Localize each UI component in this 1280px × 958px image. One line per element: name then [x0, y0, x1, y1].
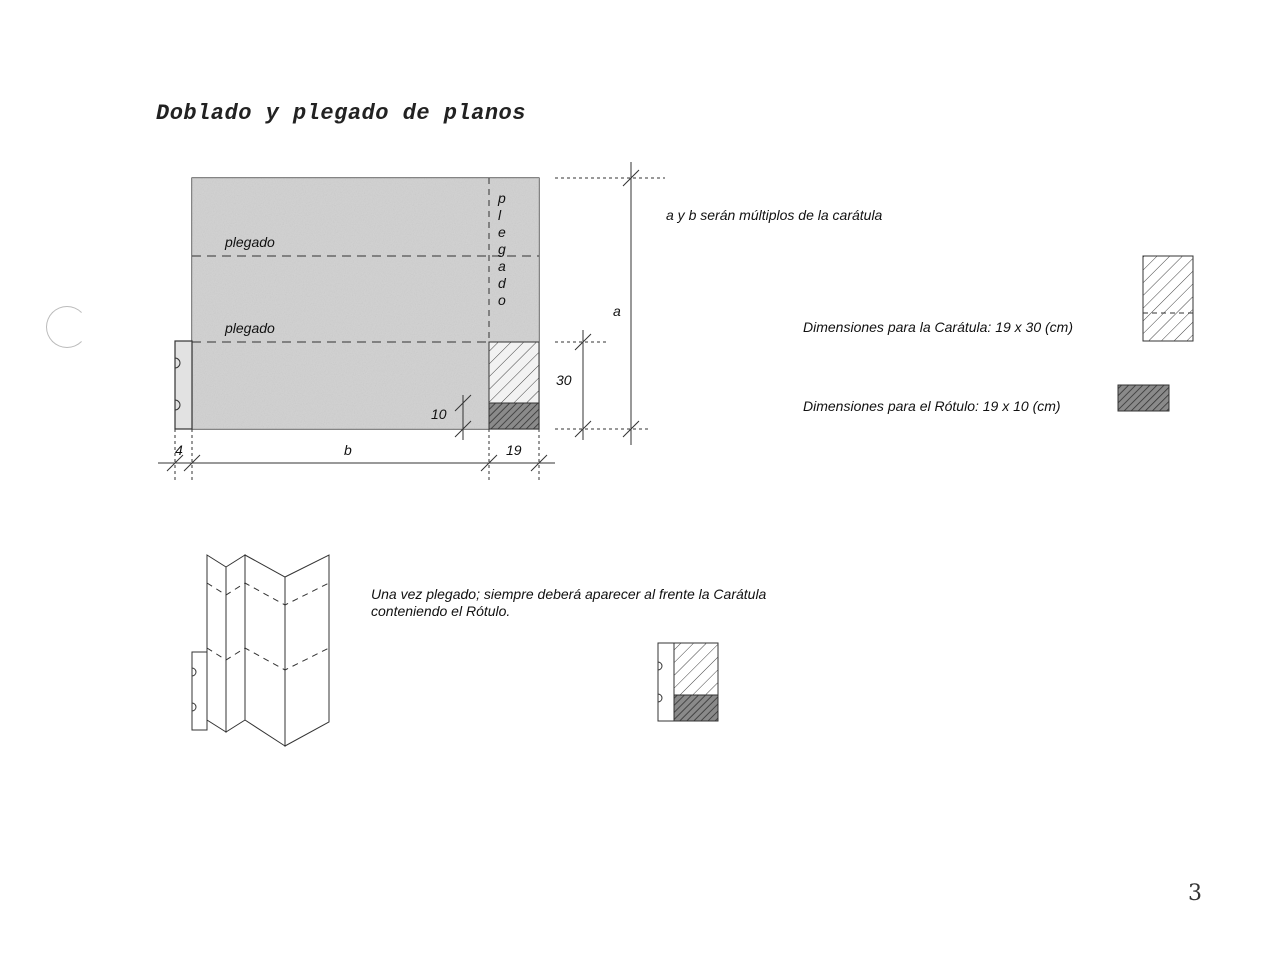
note-multiples: a y b serán múltiplos de la carátula: [666, 207, 883, 223]
rotulo-swatch: [1118, 385, 1169, 411]
caratula-swatch-hatch: [1143, 256, 1193, 341]
dim-30-label: 30: [556, 372, 572, 388]
dim-b-label: b: [344, 442, 352, 458]
accordion-panel-2: [226, 555, 245, 732]
accordion-panel-1: [207, 555, 226, 732]
accordion-panel-4: [285, 555, 329, 746]
sheet-texture: [192, 178, 539, 429]
accordion-binding-margin: [192, 652, 207, 730]
rotulo-swatch-box: [1118, 385, 1169, 411]
dim-4-label: 4: [175, 442, 183, 458]
note-folded-line-1: Una vez plegado; siempre deberá aparecer al frente la Carátula: [371, 586, 767, 602]
caratula-swatch: [1143, 256, 1193, 341]
fold-letter-p: p: [498, 190, 506, 206]
note-caratula-dimensions: Dimensiones para la Carátula: 19 x 30 (cm): [803, 319, 1074, 335]
folded-rotulo: [674, 695, 718, 721]
dim-a-label: a: [613, 303, 621, 319]
folded-result: [658, 643, 718, 721]
dim-19-label: 19: [506, 442, 522, 458]
unfolded-sheet: [175, 178, 539, 429]
accordion-panel-3: [245, 555, 285, 746]
dim-10-label: 10: [431, 406, 447, 422]
folded-caratula-hatch: [674, 643, 718, 695]
note-rotulo-dimensions: Dimensiones para el Rótulo: 19 x 10 (cm): [803, 398, 1061, 414]
page-title: Doblado y plegado de planos: [156, 101, 526, 126]
fold-label-2: plegado: [225, 320, 275, 336]
rotulo-area: [489, 403, 539, 429]
folded-binding-margin: [658, 643, 674, 721]
page-number: 3: [1188, 881, 1202, 906]
note-folded: [371, 586, 841, 620]
caratula-hatch: [489, 342, 539, 403]
accordion-folded-sheet: [192, 555, 329, 746]
fold-letter-g: g: [498, 241, 506, 257]
fold-letter-e: e: [498, 224, 506, 240]
fold-label-1: plegado: [225, 234, 275, 250]
binding-margin: [175, 341, 192, 429]
fold-letter-l: l: [498, 207, 502, 223]
fold-letter-a: a: [498, 258, 506, 274]
fold-letter-d: d: [498, 275, 506, 291]
fold-letter-o: o: [498, 292, 506, 308]
note-folded-line-2: conteniendo el Rótulo.: [371, 603, 511, 619]
